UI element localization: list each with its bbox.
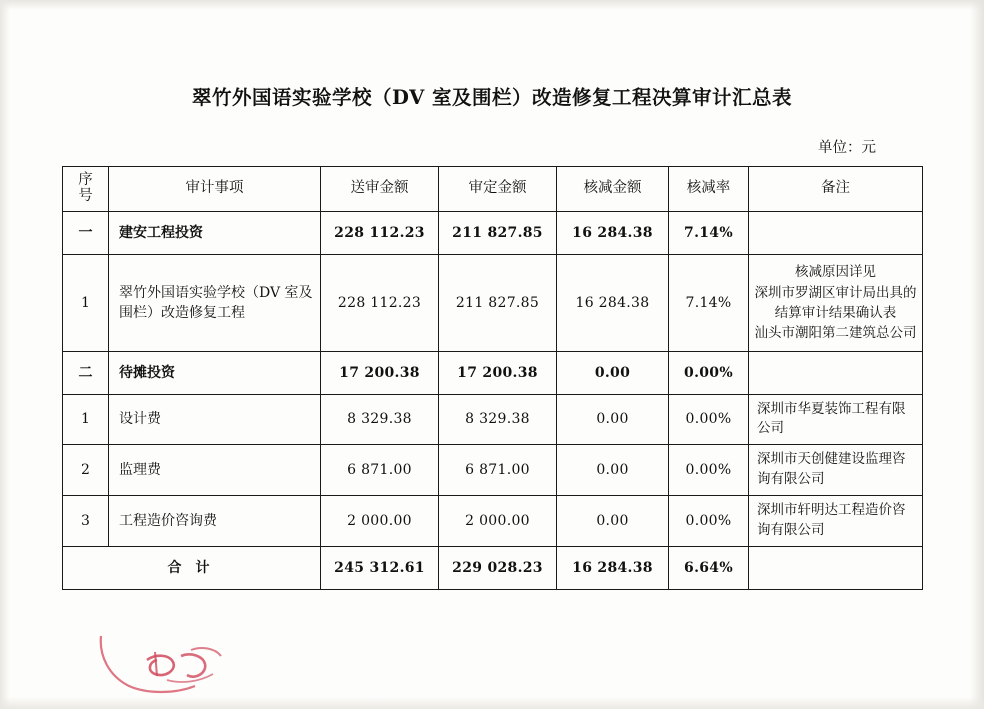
header-item: 审计事项	[109, 167, 321, 212]
row-item: 监理费	[109, 445, 321, 496]
table-header-row	[63, 167, 923, 212]
row-approved-amount: 8 329.38	[439, 394, 557, 444]
row-remark	[749, 254, 923, 351]
row-seq: 1	[63, 254, 109, 351]
row-remark: 深圳市轩明达工程造价咨询有限公司	[749, 496, 923, 547]
row-sent-amount: 8 329.38	[321, 394, 439, 444]
row-approved-amount: 6 871.00	[439, 445, 557, 496]
remark-line: 结算审计结果确认表	[774, 304, 897, 321]
row-approved-amount: 17 200.38	[439, 351, 557, 394]
row-approved-amount: 2 000.00	[439, 496, 557, 547]
table-row	[63, 254, 923, 351]
row-sent-amount: 228 112.23	[321, 254, 439, 351]
row-remark: 深圳市天创健建设监理咨询有限公司	[749, 445, 923, 496]
total-remark	[749, 547, 923, 590]
total-label-cell: 合计	[63, 547, 321, 590]
row-item: 工程造价咨询费	[109, 496, 321, 547]
table-row	[63, 394, 923, 444]
row-remark	[749, 351, 923, 394]
row-reduced-amount: 0.00	[557, 496, 669, 547]
row-seq: 3	[63, 496, 109, 547]
row-sent-amount: 228 112.23	[321, 211, 439, 254]
page-title: 翠竹外国语实验学校（DV 室及围栏）改造修复工程决算审计汇总表	[192, 86, 792, 109]
row-remark: 深圳市华夏装饰工程有限公司	[749, 394, 923, 444]
header-seq-line2: 号	[78, 187, 93, 204]
remark-line: 核减原因详见	[795, 264, 876, 281]
table-row	[63, 445, 923, 496]
header-approved-amount: 审定金额	[439, 167, 557, 212]
row-sent-amount: 2 000.00	[321, 496, 439, 547]
header-reduce-rate: 核减率	[669, 167, 749, 212]
scan-edge-top	[0, 0, 984, 10]
row-reduced-amount: 0.00	[557, 445, 669, 496]
remark-line: 深圳市罗湖区审计局出具的	[754, 284, 917, 301]
remark-line: 汕头市潮阳第二建筑总公司	[754, 325, 917, 342]
table-row	[63, 211, 923, 254]
row-reduce-rate: 7.14%	[669, 254, 749, 351]
table-row	[63, 351, 923, 394]
row-item: 待摊投资	[109, 351, 321, 394]
row-reduce-rate: 0.00%	[669, 394, 749, 444]
header-reduced-amount: 核减金额	[557, 167, 669, 212]
row-seq: 2	[63, 445, 109, 496]
row-reduce-rate: 0.00%	[669, 445, 749, 496]
unit-note: 单位：元	[818, 140, 876, 156]
header-seq-line1: 序	[78, 172, 93, 188]
row-seq: 1	[63, 394, 109, 444]
table-row	[63, 496, 923, 547]
row-sent-amount: 17 200.38	[321, 351, 439, 394]
row-remark	[749, 211, 923, 254]
header-remark: 备注	[749, 167, 923, 212]
row-reduced-amount: 16 284.38	[557, 254, 669, 351]
row-seq: 二	[63, 351, 109, 394]
audit-summary-table	[62, 166, 923, 590]
total-approved-amount: 229 028.23	[439, 547, 557, 590]
total-reduce-rate: 6.64%	[669, 547, 749, 590]
header-sent-amount: 送审金额	[321, 167, 439, 212]
red-signature-stamp	[95, 630, 285, 700]
row-seq: 一	[63, 211, 109, 254]
row-sent-amount: 6 871.00	[321, 445, 439, 496]
row-approved-amount: 211 827.85	[439, 211, 557, 254]
header-seq	[63, 167, 109, 212]
row-reduced-amount: 0.00	[557, 394, 669, 444]
row-reduce-rate: 0.00%	[669, 496, 749, 547]
row-item: 建安工程投资	[109, 211, 321, 254]
row-item: 翠竹外国语实验学校（DV 室及围栏）改造修复工程	[109, 254, 321, 351]
scan-edge-bottom	[0, 697, 984, 709]
table-total-row	[63, 547, 923, 590]
row-item: 设计费	[109, 394, 321, 444]
row-reduce-rate: 7.14%	[669, 211, 749, 254]
table-body	[63, 211, 923, 589]
row-reduced-amount: 16 284.38	[557, 211, 669, 254]
row-approved-amount: 211 827.85	[439, 254, 557, 351]
row-reduce-rate: 0.00%	[669, 351, 749, 394]
table-header	[63, 167, 923, 212]
row-reduced-amount: 0.00	[557, 351, 669, 394]
total-sent-amount: 245 312.61	[321, 547, 439, 590]
total-reduced-amount: 16 284.38	[557, 547, 669, 590]
